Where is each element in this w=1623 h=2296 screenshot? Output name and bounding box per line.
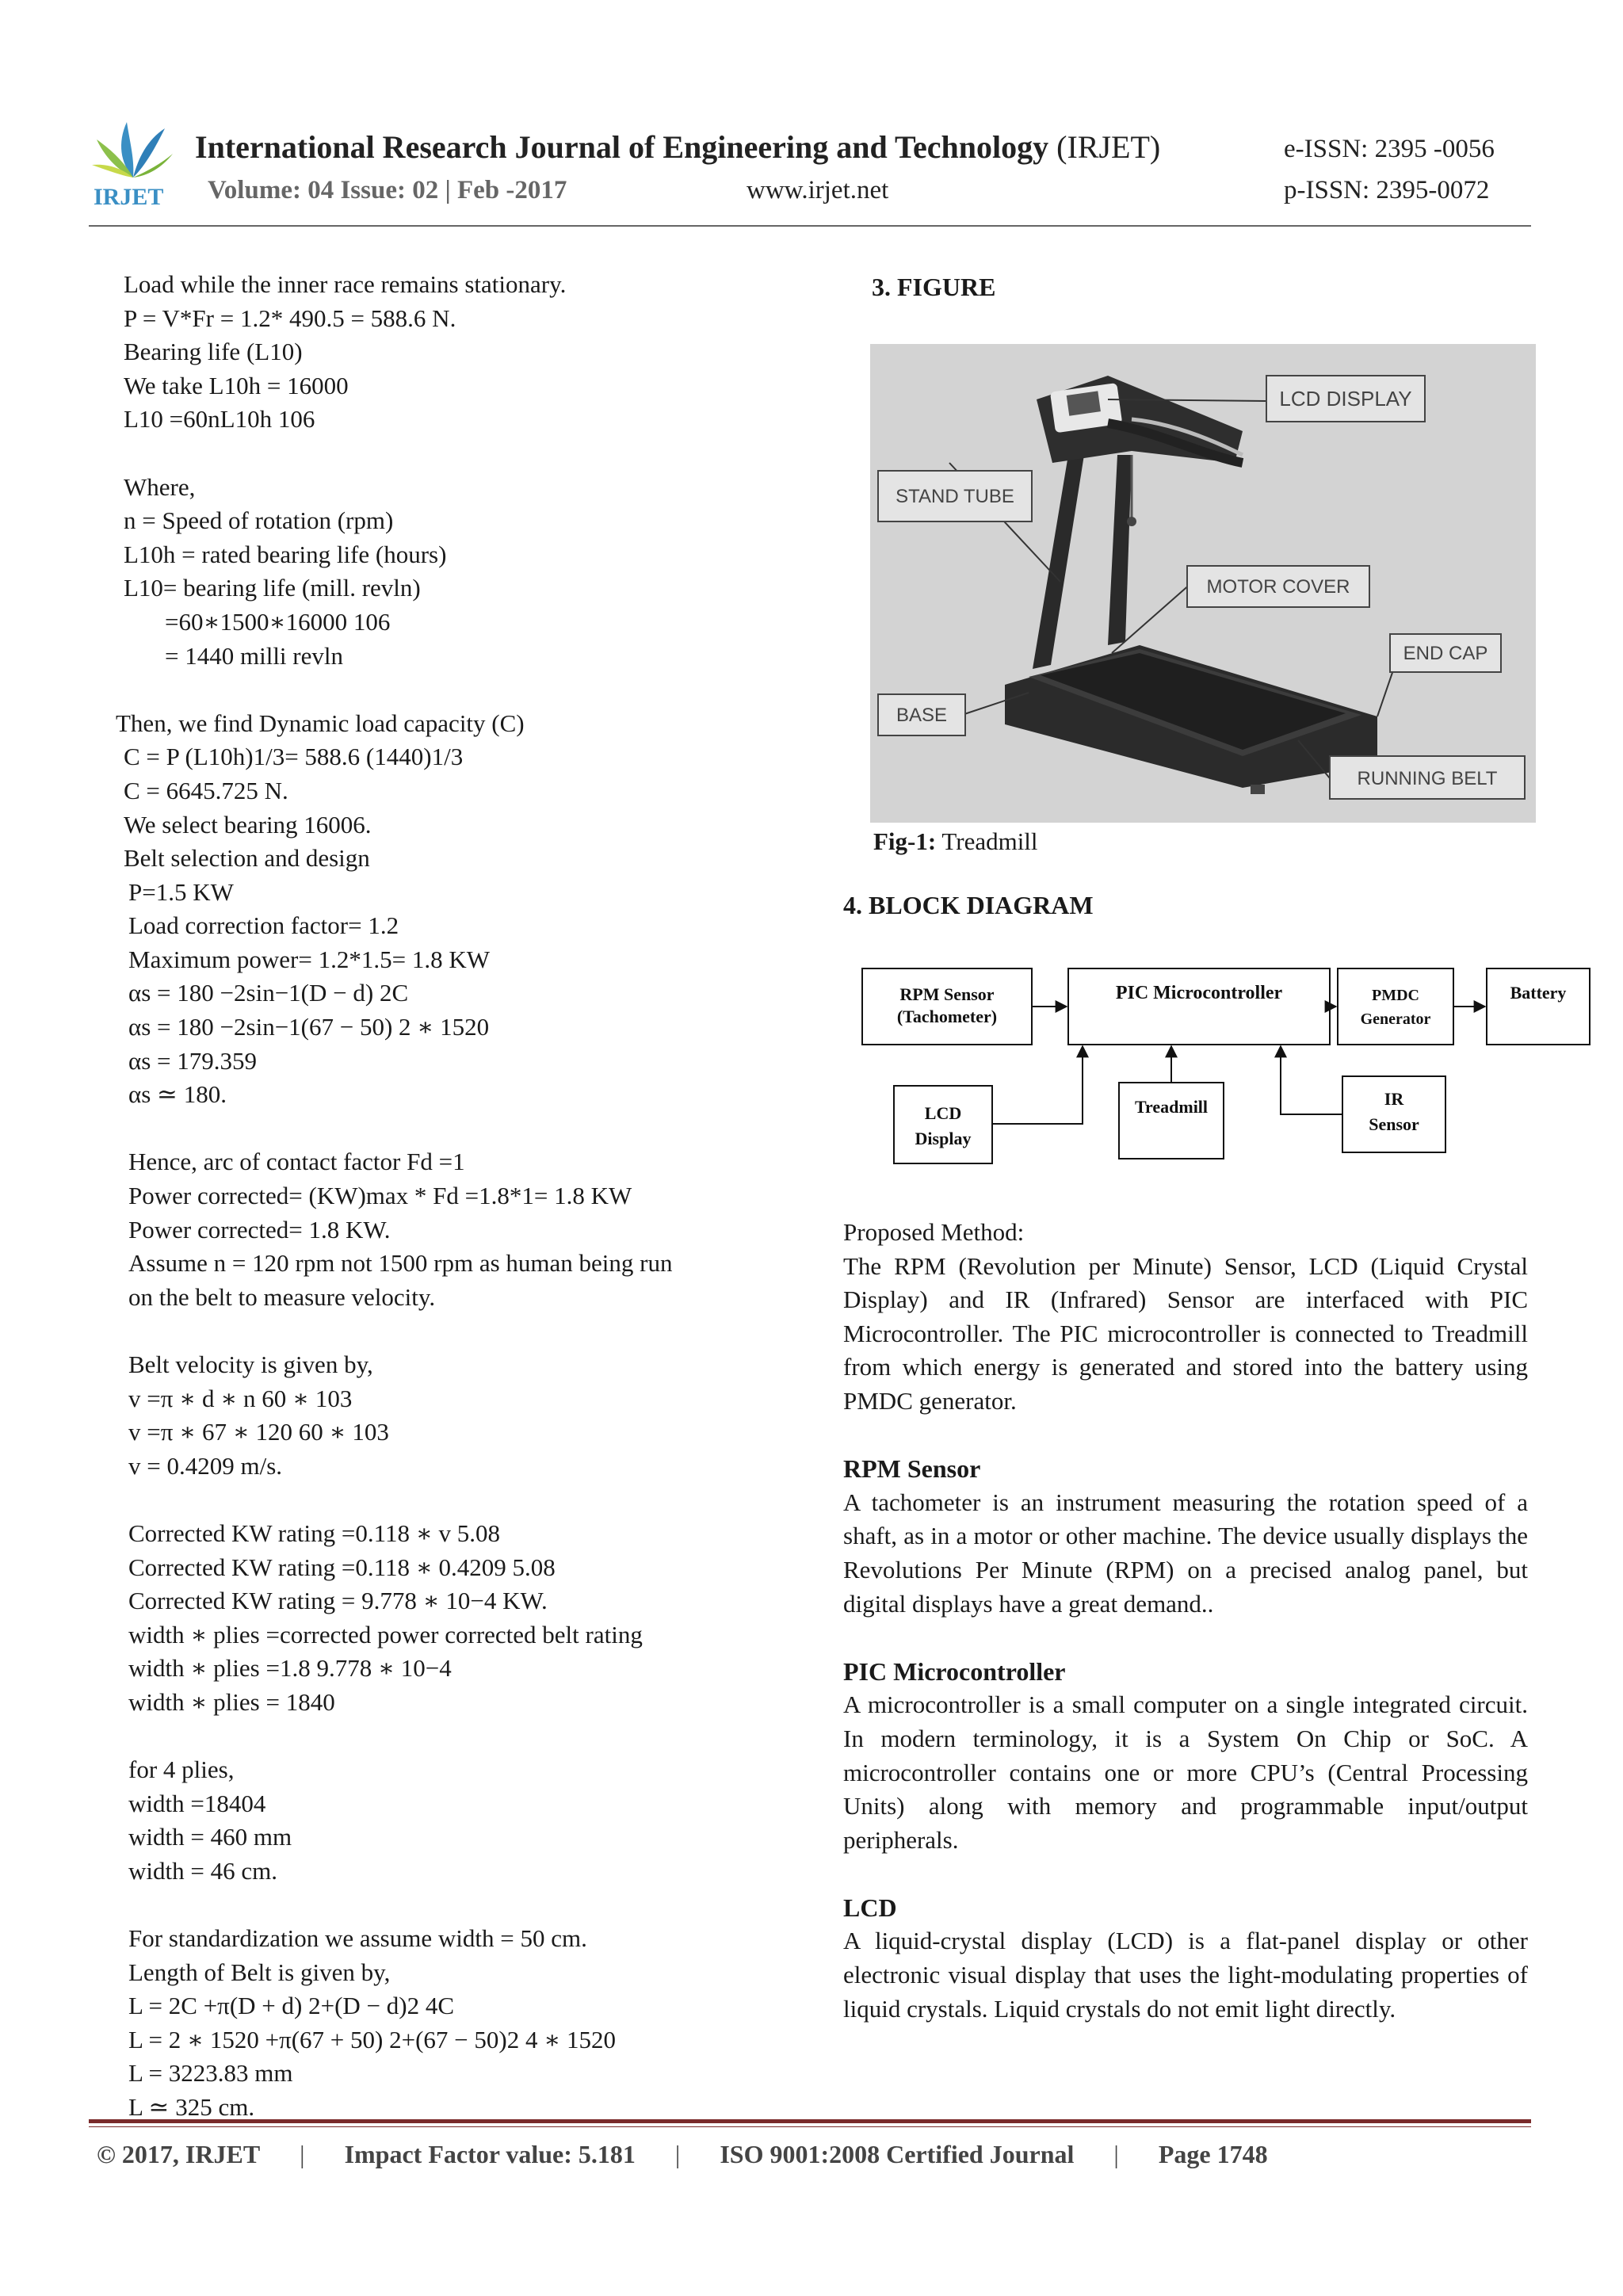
header-divider [89, 225, 1531, 227]
text-line: Load while the inner race remains stationary. [124, 270, 567, 298]
proposed-method-title: Proposed Method: [843, 1218, 1025, 1246]
text-line: Maximum power= 1.2*1.5= 1.8 KW [128, 945, 490, 973]
block-battery [1487, 968, 1590, 1045]
text-line: Where, [124, 472, 196, 501]
svg-text:Display: Display [915, 1129, 972, 1148]
left-column [116, 268, 786, 2125]
text-line: Length of Belt is given by, [128, 1958, 391, 1986]
text-line: αs ≃ 180. [128, 1080, 227, 1109]
proposed-method-paragraph: The RPM (Revolution per Minute) Sensor, LCD (Liquid Crystal Display) and IR (Infrared) Sensor are interfaced with PIC Microcontroller. The PIC microcontroller is connected to Treadmill from which energy is generated and stored into the battery using PMDC generator. [843, 1251, 1528, 1415]
text-line: for 4 plies, [128, 1755, 235, 1784]
footer-divider-thick [89, 2119, 1531, 2123]
text-line: Corrected KW rating =0.118 ∗ v 5.08 [128, 1519, 501, 1547]
block-treadmill [1119, 1083, 1224, 1159]
text-line: Corrected KW rating = 9.778 ∗ 10−4 KW. [128, 1587, 548, 1615]
footer-separator: | [1113, 2140, 1119, 2168]
text-line: αs = 180 −2sin−1(67 − 50) 2 ∗ 1520 [128, 1013, 490, 1041]
text-line: P = V*Fr = 1.2* 490.5 = 588.6 N. [124, 304, 456, 332]
text-line: Belt velocity is given by, [128, 1350, 373, 1378]
treadmill-photo [870, 344, 1536, 823]
svg-text:BASE: BASE [896, 705, 948, 726]
text-line: We take L10h = 16000 [124, 371, 349, 399]
svg-text:PMDC: PMDC [1372, 987, 1419, 1004]
text-line: We select bearing 16006. [124, 810, 372, 839]
text-line: Assume n = 120 rpm not 1500 rpm as human being run [128, 1249, 673, 1278]
text-line: width ∗ plies = 1840 [128, 1687, 335, 1716]
svg-text:IR: IR [1384, 1089, 1404, 1109]
caption-label: Fig-1: [873, 827, 937, 855]
text-line: L ≃ 325 cm. [128, 2093, 255, 2122]
footer-divider-thin [89, 2126, 1531, 2127]
svg-text:RPM Sensor: RPM Sensor [899, 984, 995, 1004]
journal-name: International Research Journal of Engineering and Technology [195, 129, 1049, 165]
svg-text:Generator: Generator [1360, 1010, 1431, 1028]
lcd-heading: LCD [843, 1893, 897, 1922]
figure-caption [873, 827, 1038, 856]
text-line: width =18404 [128, 1789, 266, 1817]
blank-line [120, 673, 786, 707]
footer-impact-factor: Impact Factor value: 5.181 [344, 2140, 636, 2168]
text-line: v = 0.4209 m/s. [128, 1451, 283, 1480]
svg-text:Treadmill: Treadmill [1134, 1097, 1209, 1117]
text-line: width ∗ plies =1.8 9.778 ∗ 10−4 [128, 1654, 452, 1683]
text-line: Belt selection and design [124, 844, 370, 873]
footer-iso: ISO 9001:2008 Certified Journal [720, 2140, 1075, 2168]
block-diagram [856, 954, 1601, 1173]
pic-microcontroller-heading: PIC Microcontroller [843, 1656, 1066, 1686]
footer-copyright: © 2017, IRJET [97, 2140, 261, 2168]
svg-text:Sensor: Sensor [1369, 1114, 1419, 1134]
irjet-logo [89, 116, 178, 211]
journal-title [195, 128, 1160, 166]
eissn: e-ISSN: 2395 -0056 [1284, 135, 1495, 163]
text-line: L = 2 ∗ 1520 +π(67 + 50) 2+(67 − 50)2 4 ∗ 1520 [128, 2025, 617, 2053]
text-line: Power corrected= (KW)max * Fd =1.8*1= 1.8 KW [128, 1182, 632, 1210]
block-ir-sensor [1342, 1076, 1445, 1152]
svg-text:Battery: Battery [1510, 983, 1567, 1003]
svg-text:MOTOR COVER: MOTOR COVER [1206, 576, 1350, 598]
text-line: L10h = rated bearing life (hours) [124, 540, 447, 568]
text-line: P=1.5 KW [128, 877, 234, 906]
pic-microcontroller-paragraph: A microcontroller is a small computer on a single integrated circuit. In modern terminology, it is a System On Chip or SoC. A microcontroller contains one or more CPU’s (Central Processing Units) along with memory and programmable input/output peripherals. [843, 1690, 1528, 1854]
page-footer [97, 2140, 1268, 2169]
text-line: width ∗ plies =corrected power corrected belt rating [128, 1620, 643, 1648]
text-line: width = 460 mm [128, 1823, 292, 1851]
journal-website[interactable]: www.irjet.net [747, 176, 889, 204]
text-line: Then, we find Dynamic load capacity (C) [116, 709, 525, 737]
footer-separator: | [300, 2140, 305, 2168]
blank-line [120, 1720, 786, 1754]
text-line: C = P (L10h)1/3= 588.6 (1440)1/3 [124, 743, 464, 771]
logo-text: IRJET [94, 184, 164, 210]
text-line: Power corrected= 1.8 KW. [128, 1215, 391, 1244]
logo-leaves [92, 122, 173, 178]
rpm-sensor-paragraph: A tachometer is an instrument measuring the rotation speed of a shaft, as in a motor or other machine. The device usually displays the Revolutions Per Minute (RPM) on a precised analog panel, but digital displays have a great demand.. [843, 1488, 1528, 1618]
text-line: L = 2C +π(D + d) 2+(D − d)2 4C [128, 1992, 455, 2020]
text-line: v =π ∗ 67 ∗ 120 60 ∗ 103 [128, 1418, 389, 1446]
svg-text:PIC Microcontroller: PIC Microcontroller [1115, 983, 1283, 1003]
blank-line [120, 437, 786, 471]
text-line: Hence, arc of contact factor Fd =1 [128, 1148, 465, 1176]
svg-text:RUNNING BELT: RUNNING BELT [1357, 768, 1498, 789]
svg-text:STAND TUBE: STAND TUBE [896, 486, 1014, 507]
svg-text:END CAP: END CAP [1403, 643, 1488, 664]
text-line: For standardization we assume width = 50 cm. [128, 1924, 587, 1953]
text-line: Corrected KW rating =0.118 ∗ 0.4209 5.08 [128, 1553, 556, 1581]
block-diagram-heading: 4. BLOCK DIAGRAM [843, 891, 1094, 919]
text-line: Load correction factor= 1.2 [128, 911, 399, 940]
svg-text:LCD DISPLAY: LCD DISPLAY [1279, 387, 1412, 411]
text-line: n = Speed of rotation (rpm) [124, 506, 394, 535]
blank-line [120, 1483, 786, 1517]
volume-issue: Volume: 04 Issue: 02 | Feb -2017 [208, 176, 567, 204]
text-line: on the belt to measure velocity. [128, 1282, 436, 1311]
text-line: C = 6645.725 N. [124, 776, 288, 804]
text-line: αs = 180 −2sin−1(D − d) 2C [128, 979, 409, 1007]
text-line: = 1440 milli revln [165, 641, 343, 670]
lcd-paragraph: A liquid-crystal display (LCD) is a flat-panel display or other electronic visual display that uses the light-modulating properties of liquid crystals. Liquid crystals do not emit light directly. [843, 1927, 1528, 2023]
journal-abbr: (IRJET) [1056, 129, 1161, 165]
pissn: p-ISSN: 2395-0072 [1284, 176, 1490, 204]
text-line: v =π ∗ d ∗ n 60 ∗ 103 [128, 1384, 353, 1412]
caption-text: Treadmill [936, 827, 1038, 855]
blank-line [120, 1112, 786, 1146]
footer-separator: | [674, 2140, 681, 2168]
text-line: =60∗1500∗16000 106 [165, 607, 391, 636]
text-line: L10= bearing life (mill. revln) [124, 574, 421, 602]
text-line: width = 46 cm. [128, 1856, 277, 1885]
text-line: L = 3223.83 mm [128, 2059, 293, 2088]
blank-line [120, 1314, 786, 1348]
text-line: Bearing life (L10) [124, 338, 303, 366]
block-lcd-display [894, 1086, 992, 1163]
rpm-sensor-heading: RPM Sensor [843, 1454, 981, 1484]
svg-text:LCD: LCD [924, 1103, 962, 1123]
block-pic-microcontroller [1068, 968, 1330, 1045]
svg-text:(Tachometer): (Tachometer) [896, 1007, 998, 1026]
footer-page-number: Page 1748 [1158, 2140, 1268, 2168]
blank-line [120, 1889, 786, 1923]
block-rpm-sensor [862, 968, 1032, 1045]
figure-section-heading: 3. FIGURE [872, 273, 996, 301]
right-column-text [843, 1216, 1528, 2026]
block-pmdc-generator [1338, 968, 1453, 1045]
text-line: αs = 179.359 [128, 1046, 258, 1075]
text-line: L10 =60nL10h 106 [124, 405, 315, 434]
